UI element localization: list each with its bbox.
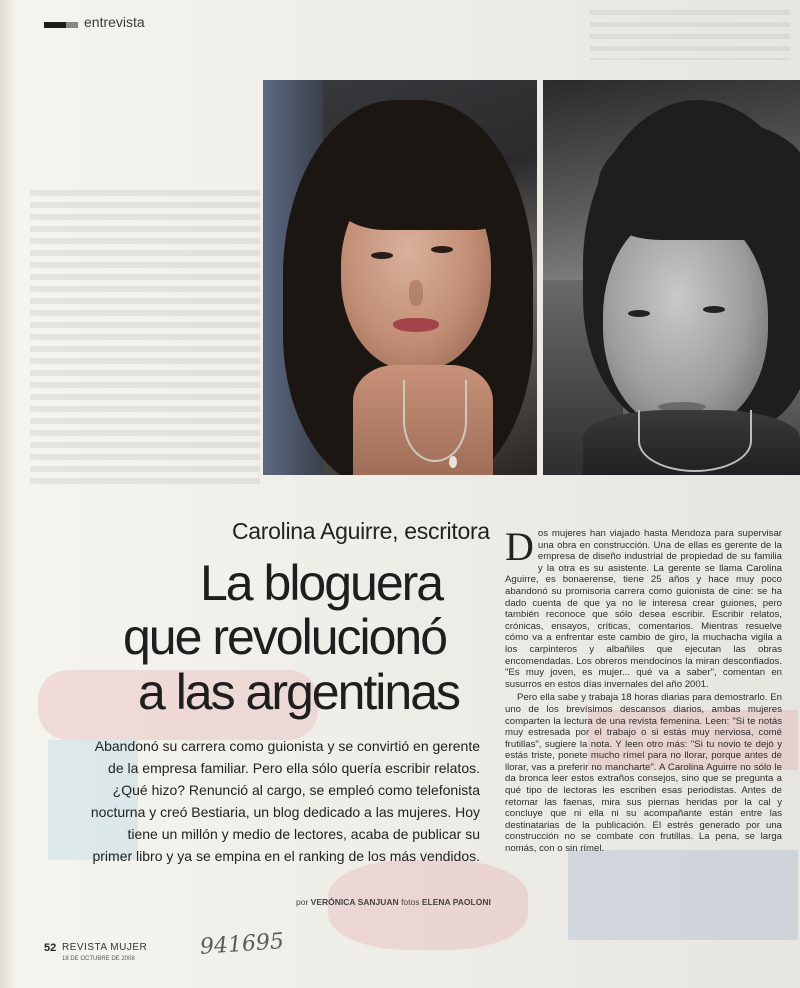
section-label: entrevista bbox=[84, 14, 145, 30]
handwritten-note: 941695 bbox=[199, 929, 285, 960]
headline-title-line-2: que revolucionó bbox=[123, 609, 447, 665]
page-number: 52 bbox=[44, 942, 57, 954]
ghost-text-top-right bbox=[590, 10, 790, 60]
article-credits bbox=[296, 897, 491, 907]
ghost-text-left bbox=[30, 190, 260, 490]
publication-name: REVISTA MUJER bbox=[62, 942, 148, 953]
credits-photographer: ELENA PAOLONI bbox=[421, 897, 491, 907]
page-edge-shadow bbox=[0, 0, 14, 988]
headline-title-line-1: La bloguera bbox=[200, 555, 443, 611]
headline-kicker: Carolina Aguirre, escritora bbox=[232, 518, 490, 544]
credits-author: VERÓNICA SANJUAN bbox=[310, 897, 399, 907]
headline-title-line-3: a las argentinas bbox=[138, 664, 460, 720]
publication-date: 18 DE OCTUBRE DE 2008 bbox=[62, 956, 135, 962]
section-marker-bar-light bbox=[66, 22, 78, 28]
lead-paragraph: Abandonó su carrera como guionista y se convirtió en gerente de la empresa familiar. Pero ella sólo quería escribir relatos. ¿Qué hizo? Renunció al cargo, se empleó como telefonista nocturna y creó Bestiaria, un blog dedicado a las mujeres. Hoy tiene un millón y medio de lectores, acaba de publicar su primer libro y ya se empina en el ranking de los más vendidos. bbox=[90, 738, 480, 864]
portrait-photo-color bbox=[263, 80, 537, 475]
body-paragraph-2: Pero ella sabe y trabaja 18 horas diarias para demostrarlo. En uno de los brevísimos descansos diarios, ambas mujeres comparten la lectura de una revista femenina. Leen: "Si te notás muy estresada por el trabajo o si estás muy nerviosa, comé frutillas", sugiere la nota. Y leen otro más: "Si tu novio te dejó y estás triste, ponete mucho rímel para no llorar, porque antes de llorar, vas a preferir no mancharte". A Carolina Aguirre no sólo le da bronca leer estos extraños consejos, sino que se pregunta a qué tipo de lectoras les escriben esas periodistas. Antes de retomar las faenas, mira sus piernas heridas por la cal y concluye que ni ella ni su acompañante están entre las destinatarias de la publicación. El estrés generado por una construcción no se combate con frutillas. La pena, se larga nomás, con o sin rímel. bbox=[505, 692, 782, 855]
credits-by-prefix: por bbox=[296, 897, 309, 907]
drop-cap: D bbox=[505, 524, 534, 569]
body-paragraph-1 bbox=[505, 524, 782, 690]
portrait-photo-bw bbox=[543, 80, 800, 475]
credits-photos-prefix: fotos bbox=[401, 897, 420, 907]
article-body bbox=[505, 524, 782, 857]
body-paragraph-1-text: os mujeres han viajado hasta Mendoza para supervisar una obra en construcción. Una de ellas es gerente de la empresa de diseño industrial de propiedad de su familia y la otra es su asistente. La gerente se llama Carolina Aguirre, es bonaerense, tiene 25 años y hace muy poco abandonó su promisoria carrera como guionista de cine: se ha dado cuenta de que ya no le interesa crear guiones, pero también reconoce que sólo desea escribir. Escribir relatos, crónicas, ensayos, críticas, comentarios. Mientras resuelve cómo va a enfrentar este cambio de giro, la muchacha vigila a los carpinteros y albañiles que ejecutan las obras encomendadas. Los obreros mendocinos la miran desconfiados. "Es muy joven, es mujer... qué va a saber", comentan en susurros en estos días invernales del año 2001. bbox=[505, 528, 782, 690]
